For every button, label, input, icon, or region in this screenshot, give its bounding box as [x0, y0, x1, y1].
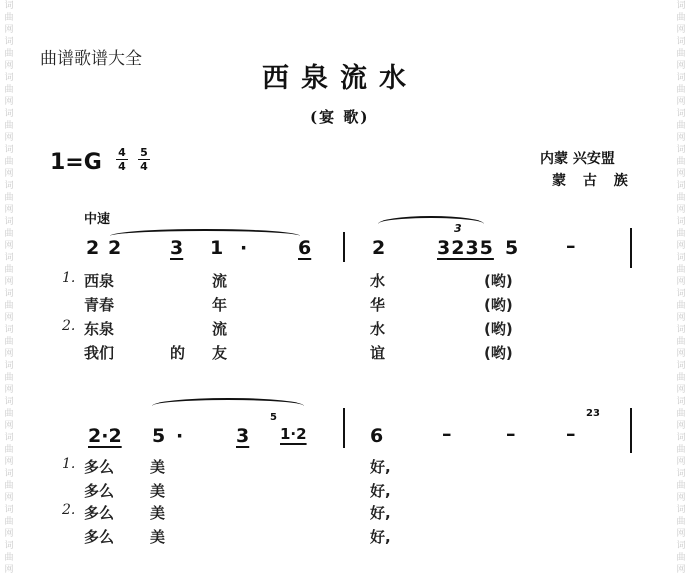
watermark-glyph: 网	[4, 97, 14, 107]
watermark-glyph: 曲	[4, 373, 14, 383]
barline	[630, 408, 632, 453]
grace-note-digit: 3	[592, 408, 600, 419]
watermark-glyph: 曲	[676, 157, 686, 167]
watermark-glyph: 词	[4, 325, 14, 335]
dot: ·	[176, 425, 184, 447]
note: 2	[86, 237, 100, 259]
note: 3	[236, 425, 250, 447]
watermark-glyph: 词	[4, 289, 14, 299]
watermark-glyph: 词	[676, 217, 686, 227]
watermark-glyph: 词	[676, 181, 686, 191]
lyric: 好,	[370, 504, 391, 522]
watermark-glyph: 曲	[676, 193, 686, 203]
watermark-glyph: 网	[4, 205, 14, 215]
note-group: 2·2	[88, 425, 122, 447]
watermark-glyph: 网	[4, 385, 14, 395]
lyric: 好,	[370, 482, 391, 500]
note: 1	[210, 237, 224, 259]
lyric: 我们	[84, 344, 115, 362]
watermark-glyph: 词	[676, 541, 686, 551]
watermark-glyph: 词	[4, 253, 14, 263]
lyric: 多么	[84, 504, 115, 522]
watermark-glyph: 词	[676, 37, 686, 47]
watermark-glyph: 网	[676, 421, 686, 431]
verse-number: 1.	[62, 270, 76, 286]
watermark-glyph: 曲	[676, 517, 686, 527]
watermark-glyph: 词	[4, 1, 14, 11]
watermark-glyph: 网	[4, 169, 14, 179]
watermark-left	[2, 0, 16, 577]
watermark-glyph: 网	[4, 349, 14, 359]
watermark-glyph: 网	[676, 97, 686, 107]
watermark-glyph: 网	[676, 385, 686, 395]
watermark-glyph: 曲	[676, 265, 686, 275]
watermark-glyph: 词	[676, 361, 686, 371]
watermark-glyph: 曲	[4, 121, 14, 131]
lyric: 多么	[84, 458, 115, 476]
watermark-glyph: 词	[4, 541, 14, 551]
watermark-glyph: 网	[676, 169, 686, 179]
watermark-glyph: 曲	[676, 409, 686, 419]
watermark-glyph: 曲	[676, 121, 686, 131]
watermark-glyph: 曲	[676, 445, 686, 455]
watermark-glyph: 网	[676, 457, 686, 467]
watermark-glyph: 曲	[4, 445, 14, 455]
watermark-glyph: 曲	[4, 265, 14, 275]
origin-ethnicity: 蒙 古 族	[552, 173, 634, 189]
tempo-marking: 中速	[84, 212, 111, 227]
lyric: 谊	[370, 344, 386, 362]
watermark-glyph: 曲	[676, 481, 686, 491]
watermark-glyph: 词	[676, 505, 686, 515]
watermark-glyph: 网	[676, 205, 686, 215]
verse-number: 2.	[62, 318, 76, 334]
time-sig-bottom: 4	[140, 160, 148, 173]
watermark-glyph: 网	[676, 241, 686, 251]
lyric: 多么	[84, 482, 115, 500]
watermark-right	[674, 0, 688, 577]
key-signature: 1=G	[50, 150, 102, 175]
watermark-glyph: 网	[676, 61, 686, 71]
watermark-glyph: 词	[676, 433, 686, 443]
barline	[343, 408, 345, 448]
lyric: 青春	[84, 296, 115, 314]
time-sig-top: 5	[140, 146, 148, 159]
watermark-glyph: 词	[4, 505, 14, 515]
watermark-glyph: 网	[4, 61, 14, 71]
triplet-mark: 3	[454, 222, 462, 235]
watermark-glyph: 词	[4, 397, 14, 407]
slur	[378, 216, 484, 232]
lyric: (哟)	[484, 296, 513, 314]
origin-region: 内蒙 兴安盟	[540, 151, 615, 167]
note: 5	[505, 237, 519, 259]
watermark-glyph: 网	[676, 313, 686, 323]
watermark-glyph: 词	[4, 433, 14, 443]
note: 2	[108, 237, 122, 259]
lyric: 西泉	[84, 272, 115, 290]
watermark-glyph: 网	[4, 565, 14, 575]
watermark-glyph: 曲	[676, 85, 686, 95]
song-subtitle: (宴 歌)	[310, 108, 370, 126]
note-group: 1·2	[280, 425, 307, 443]
watermark-glyph: 曲	[4, 517, 14, 527]
watermark-glyph: 曲	[4, 337, 14, 347]
lyric: 水	[370, 272, 386, 290]
watermark-glyph: 词	[676, 73, 686, 83]
watermark-glyph: 词	[676, 253, 686, 263]
watermark-glyph: 网	[4, 529, 14, 539]
lyric: 美	[150, 482, 166, 500]
dash: –	[506, 423, 516, 445]
watermark-glyph: 曲	[4, 301, 14, 311]
lyric: (哟)	[484, 272, 513, 290]
watermark-glyph: 曲	[4, 481, 14, 491]
watermark-glyph: 词	[4, 217, 14, 227]
lyric: 美	[150, 528, 166, 546]
barline	[343, 232, 345, 262]
time-sig-bottom: 4	[118, 160, 126, 173]
watermark-glyph: 网	[676, 529, 686, 539]
lyric: 东泉	[84, 320, 115, 338]
watermark-glyph: 词	[4, 469, 14, 479]
barline	[630, 228, 632, 268]
watermark-glyph: 曲	[4, 553, 14, 563]
watermark-glyph: 词	[4, 37, 14, 47]
watermark-glyph: 曲	[4, 229, 14, 239]
song-title: 西泉流水	[262, 63, 418, 94]
watermark-glyph: 曲	[676, 13, 686, 23]
watermark-glyph: 词	[4, 181, 14, 191]
watermark-glyph: 曲	[676, 373, 686, 383]
watermark-glyph: 网	[676, 133, 686, 143]
watermark-glyph: 曲	[676, 49, 686, 59]
watermark-glyph: 网	[676, 565, 686, 575]
watermark-glyph: 网	[676, 277, 686, 287]
lyric: 流	[212, 320, 228, 338]
watermark-glyph: 网	[676, 493, 686, 503]
watermark-glyph: 曲	[4, 193, 14, 203]
watermark-glyph: 词	[4, 361, 14, 371]
watermark-glyph: 词	[4, 145, 14, 155]
note: 5	[152, 425, 166, 447]
lyric: (哟)	[484, 344, 513, 362]
site-label: 曲谱歌谱大全	[40, 49, 142, 69]
dot: ·	[240, 237, 248, 259]
grace-note-digit: 2	[586, 408, 593, 419]
grace-note: 5	[270, 412, 277, 423]
watermark-glyph: 网	[4, 133, 14, 143]
watermark-glyph: 网	[4, 241, 14, 251]
time-sig-top: 4	[118, 146, 126, 159]
watermark-glyph: 词	[676, 397, 686, 407]
time-signature-4-4	[116, 147, 128, 172]
grace-note	[586, 408, 600, 419]
watermark-glyph: 网	[4, 25, 14, 35]
watermark-glyph: 词	[676, 1, 686, 11]
slur	[110, 229, 300, 243]
slur	[152, 398, 304, 414]
watermark-glyph: 词	[4, 73, 14, 83]
watermark-glyph: 词	[676, 325, 686, 335]
watermark-glyph: 网	[4, 493, 14, 503]
verse-number: 1.	[62, 456, 76, 472]
note: 3	[170, 237, 184, 259]
watermark-glyph: 网	[676, 349, 686, 359]
watermark-glyph: 网	[676, 25, 686, 35]
lyric: 美	[150, 504, 166, 522]
dash: –	[442, 423, 452, 445]
lyric: 美	[150, 458, 166, 476]
watermark-glyph: 词	[4, 109, 14, 119]
time-signature-5-4	[138, 147, 150, 172]
watermark-glyph: 曲	[4, 49, 14, 59]
watermark-glyph: 曲	[4, 13, 14, 23]
lyric: 流	[212, 272, 228, 290]
watermark-glyph: 曲	[676, 229, 686, 239]
dash: –	[566, 423, 576, 445]
lyric: 友	[212, 344, 228, 362]
lyric: (哟)	[484, 320, 513, 338]
watermark-glyph: 曲	[4, 85, 14, 95]
lyric: 的	[170, 344, 186, 362]
watermark-glyph: 词	[676, 289, 686, 299]
watermark-glyph: 曲	[676, 337, 686, 347]
lyric: 好,	[370, 458, 391, 476]
watermark-glyph: 曲	[676, 553, 686, 563]
watermark-glyph: 词	[676, 469, 686, 479]
note: 6	[370, 425, 384, 447]
lyric: 好,	[370, 528, 391, 546]
lyric: 年	[212, 296, 228, 314]
watermark-glyph: 曲	[4, 409, 14, 419]
lyric: 多么	[84, 528, 115, 546]
watermark-glyph: 曲	[4, 157, 14, 167]
verse-number: 2.	[62, 502, 76, 518]
watermark-glyph: 词	[676, 109, 686, 119]
lyric: 华	[370, 296, 386, 314]
watermark-glyph: 网	[4, 421, 14, 431]
lyric: 水	[370, 320, 386, 338]
note-group: 3235	[437, 237, 494, 259]
watermark-glyph: 曲	[676, 301, 686, 311]
watermark-glyph: 网	[4, 457, 14, 467]
note: 2	[372, 237, 386, 259]
watermark-glyph: 网	[4, 277, 14, 287]
watermark-glyph: 词	[676, 145, 686, 155]
note: 6	[298, 237, 312, 259]
dash: –	[566, 235, 576, 257]
watermark-glyph: 网	[4, 313, 14, 323]
